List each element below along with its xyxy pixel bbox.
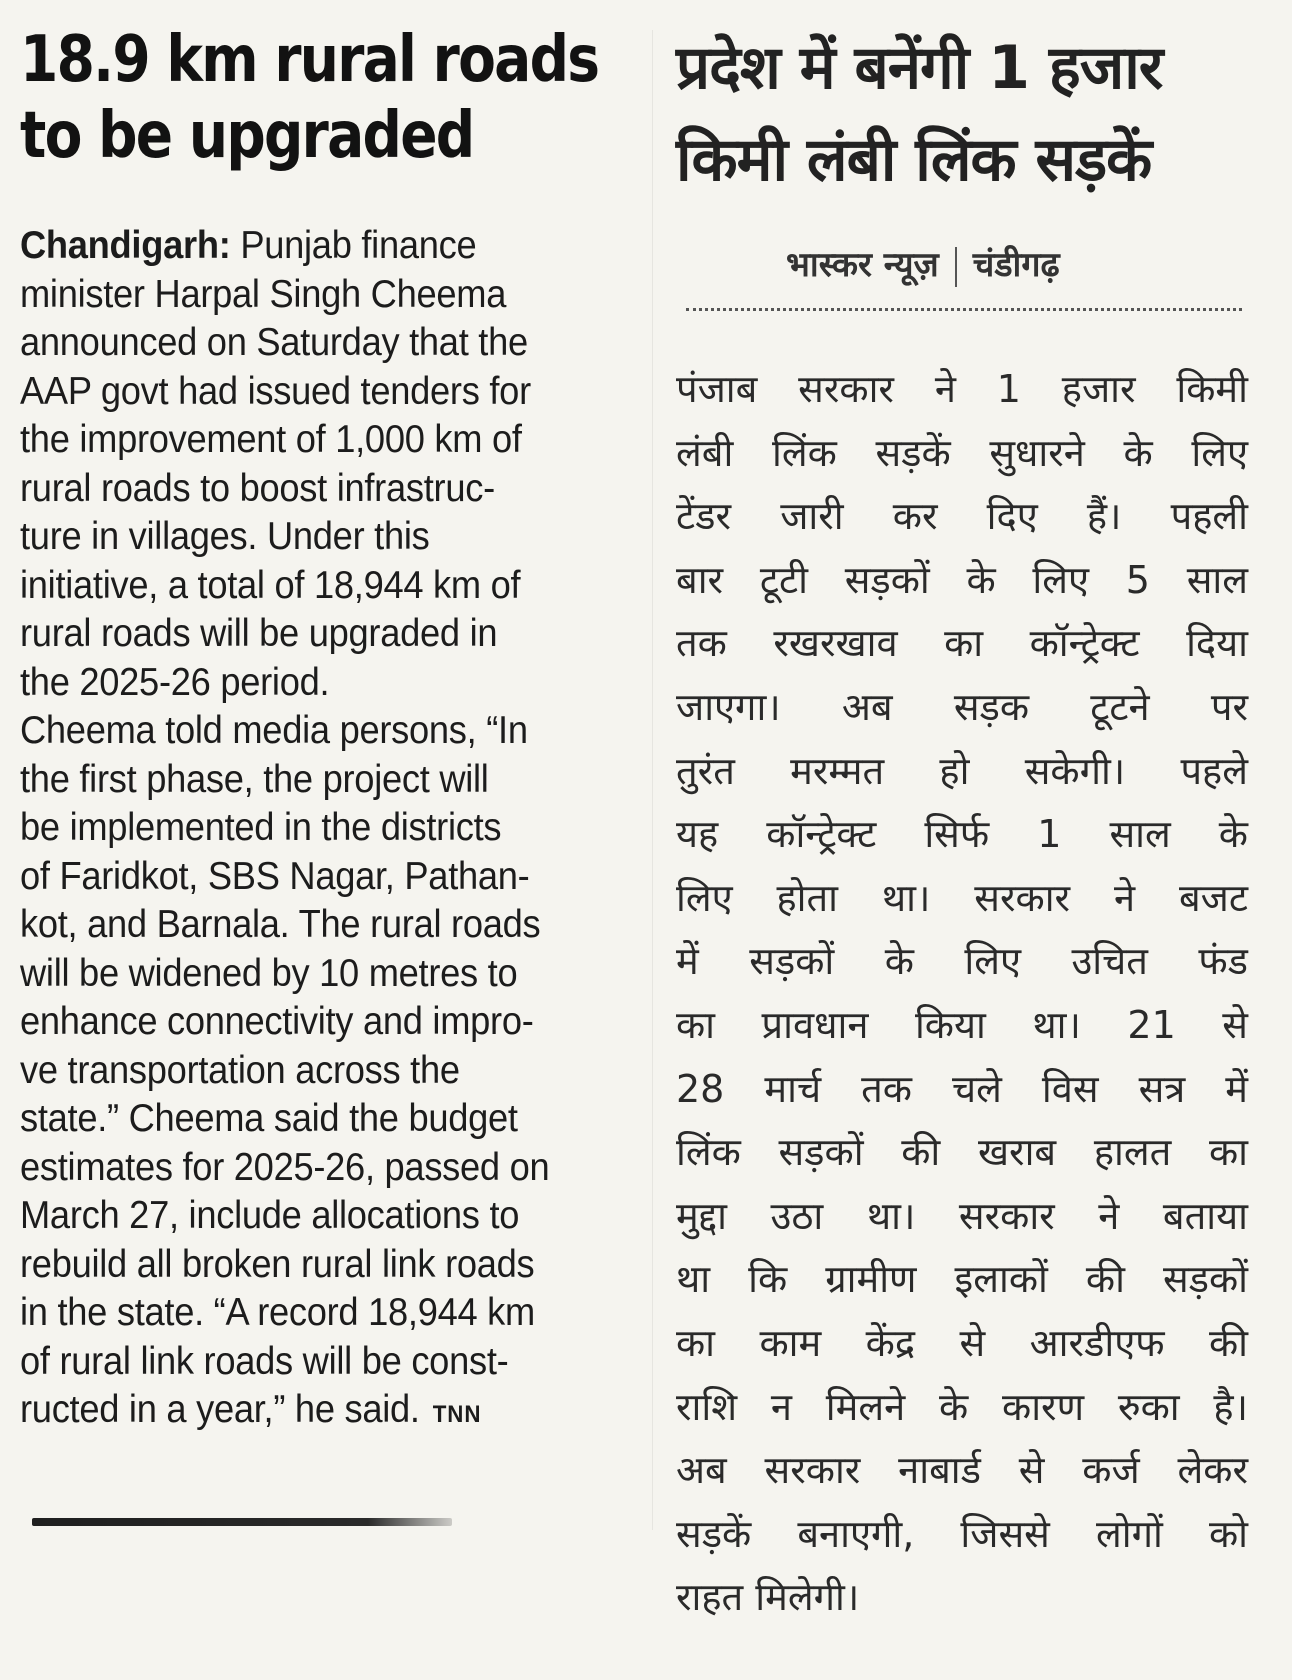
english-body-line: the first phase, the project will	[20, 757, 489, 801]
english-body-line: ve transportation across the	[20, 1048, 460, 1092]
english-body-line: be implemented in the districts	[20, 806, 502, 849]
hindi-body-line: राहत मिलेगी।	[676, 1575, 860, 1620]
english-body-line: Cheema told media persons, “In	[20, 709, 528, 752]
hindi-body-line: जाएगा। अब सड़क टूटने पर	[676, 684, 1248, 729]
english-body-line: Chandigarh: Punjab finance	[20, 224, 477, 267]
english-headline-line: to be upgraded	[20, 99, 474, 173]
english-body-line: will be widened by 10 metres to	[20, 951, 518, 995]
english-body-line: rural roads to boost infrastruc-	[20, 466, 495, 510]
hindi-body-line: मुद्दा उठा था। सरकार ने बताया	[676, 1193, 1248, 1238]
dotted-rule	[686, 308, 1242, 311]
hindi-body-line: लिंक सड़कों की खराब हालत का	[676, 1130, 1248, 1175]
english-body-line: of rural link roads will be const-	[20, 1339, 509, 1383]
hindi-body-line: अब सरकार नाबार्ड से कर्ज लेकर	[676, 1448, 1248, 1493]
english-headline-line: 18.9 km rural roads	[20, 23, 599, 97]
english-body-line: minister Harpal Singh Cheema	[20, 272, 507, 316]
hindi-body-line: यह कॉन्ट्रेक्ट सिर्फ 1 साल के	[676, 812, 1248, 857]
english-body-line: ructed in a year,” he said. TNN	[20, 1388, 482, 1431]
hindi-body-line: सड़कें बनाएगी, जिससे लोगों को	[676, 1511, 1248, 1556]
english-body-line: ture in villages. Under this	[20, 515, 430, 558]
english-body-line: the improvement of 1,000 km of	[20, 418, 522, 461]
english-body-line: enhance connectivity and impro-	[20, 1000, 534, 1043]
hindi-body-line: बार टूटी सड़कों के लिए 5 साल	[676, 557, 1248, 602]
column-divider	[652, 30, 653, 1530]
english-body-line: the 2025-26 period.	[20, 660, 330, 704]
dateline: Chandigarh:	[20, 224, 231, 267]
hindi-body-line: का प्रावधान किया था। 21 से	[676, 1002, 1248, 1047]
english-body-line: in the state. “A record 18,944 km	[20, 1291, 535, 1334]
hindi-headline-line: प्रदेश में बनेंगी 1 हजार	[676, 33, 1163, 103]
hindi-byline	[786, 240, 1060, 287]
hindi-body-line: था कि ग्रामीण इलाकों की सड़कों	[676, 1257, 1248, 1302]
agency-credit: TNN	[432, 1401, 482, 1428]
english-body-line: March 27, include allocations to	[20, 1194, 520, 1237]
hindi-body-line: तक रखरखाव का कॉन्ट्रेक्ट दिया	[676, 621, 1248, 666]
hindi-article	[676, 22, 1276, 1620]
hindi-body-line: पंजाब सरकार ने 1 हजार किमी	[676, 367, 1248, 411]
hindi-body-line: लंबी लिंक सड़कें सुधारने के लिए	[676, 430, 1248, 475]
english-body-line: initiative, a total of 18,944 km of	[20, 563, 521, 607]
english-body	[20, 222, 630, 1440]
hindi-headline-line: किमी लंबी लिंक सड़कें	[676, 125, 1152, 195]
english-body-line: estimates for 2025-26, passed on	[20, 1145, 550, 1189]
english-body-line: of Faridkot, SBS Nagar, Pathan-	[20, 854, 530, 898]
english-body-line: announced on Saturday that the	[20, 321, 528, 364]
byline-city: चंडीगढ़	[972, 245, 1060, 285]
hindi-headline	[676, 22, 1276, 206]
hindi-body-line: तुरंत मरम्मत हो सकेगी। पहले	[676, 748, 1248, 793]
hindi-body-line: 28 मार्च तक चले विस सत्र में	[676, 1066, 1248, 1111]
english-body-line: state.” Cheema said the budget	[20, 1097, 518, 1140]
english-body-line: kot, and Barnala. The rural roads	[20, 903, 541, 946]
byline-separator	[955, 247, 957, 287]
hindi-body-line: राशि न मिलने के कारण रुका है।	[676, 1384, 1248, 1429]
article-end-rule	[32, 1518, 452, 1526]
hindi-body-line: टेंडर जारी कर दिए हैं। पहली	[676, 494, 1248, 539]
english-article	[20, 22, 630, 1431]
hindi-body-line: में सड़कों के लिए उचित फंड	[676, 939, 1248, 984]
hindi-body	[676, 358, 1248, 1630]
hindi-body-line: का काम केंद्र से आरडीएफ की	[676, 1320, 1248, 1365]
english-body-line: rural roads will be upgraded in	[20, 612, 498, 655]
english-body-line: AAP govt had issued tenders for	[20, 369, 531, 413]
english-headline	[20, 22, 631, 174]
byline-source: भास्कर न्यूज़	[786, 245, 939, 285]
hindi-body-line: लिए होता था। सरकार ने बजट	[676, 875, 1248, 920]
english-body-line: rebuild all broken rural link roads	[20, 1242, 535, 1286]
